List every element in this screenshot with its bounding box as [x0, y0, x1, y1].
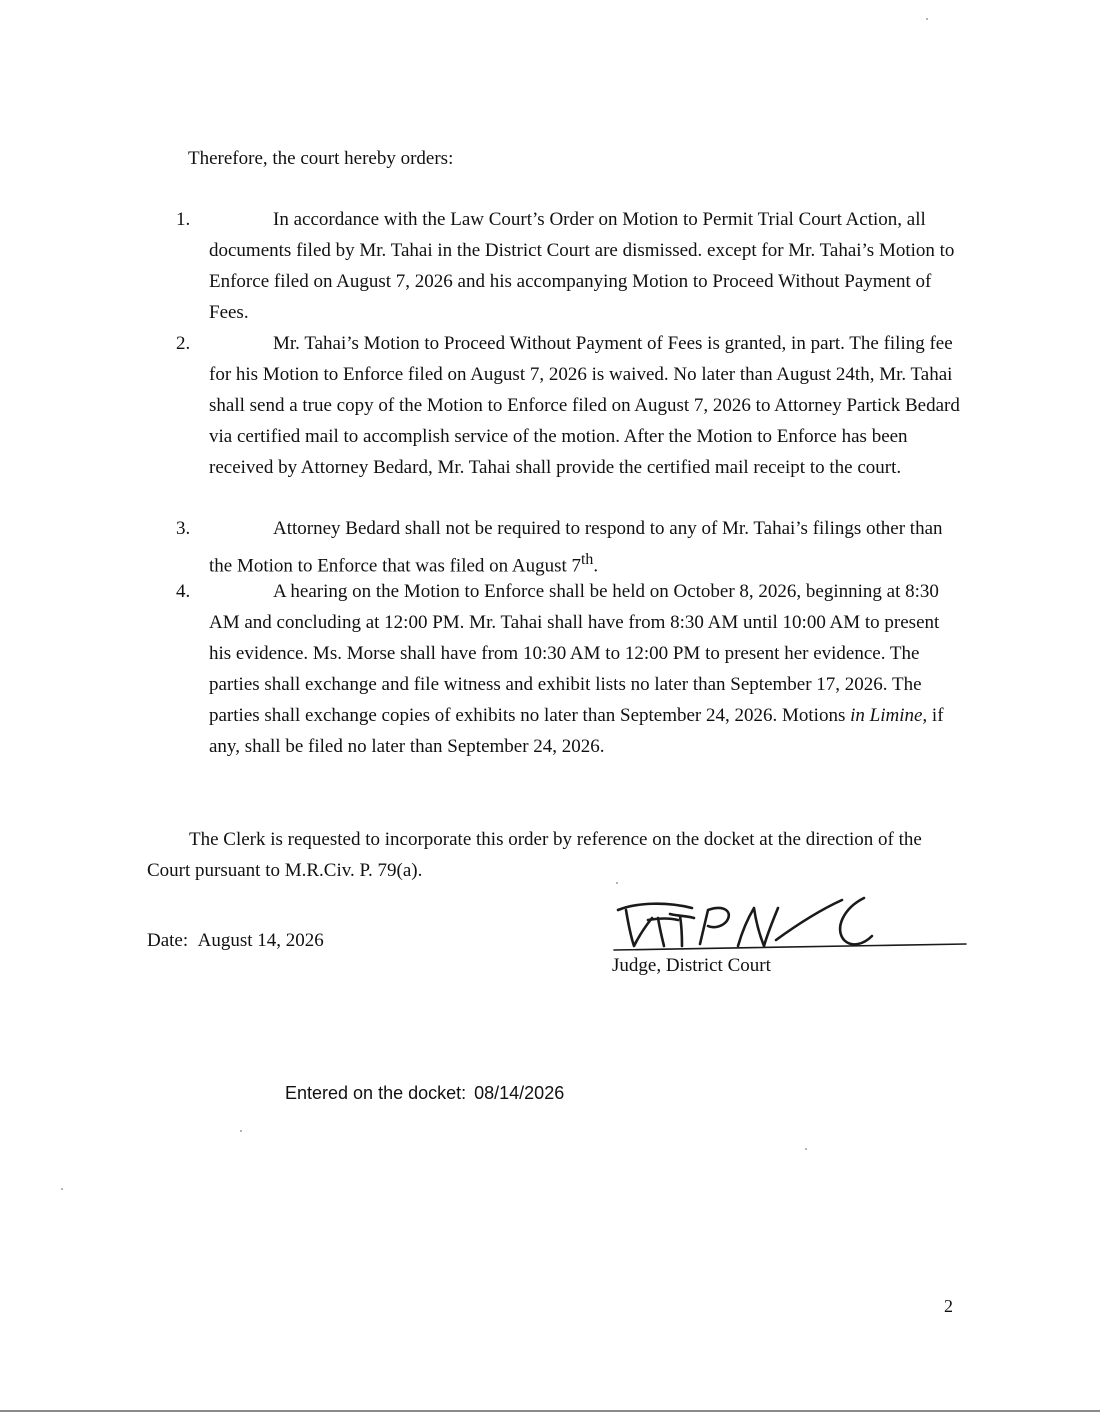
ordinal-superscript: th — [581, 551, 594, 568]
docket-entry — [285, 1081, 564, 1105]
order-date — [147, 928, 324, 954]
page-number: 2 — [944, 1296, 953, 1316]
scan-speck — [240, 1130, 242, 1132]
date-value: August 14, 2026 — [197, 930, 324, 951]
docket-label: Entered on the docket: — [285, 1083, 467, 1103]
order-item-text: Attorney Bedard shall not be required to respond to any of Mr. Tahai’s filings other than the Motion to Enforce that was filed on August 7th. — [209, 518, 943, 577]
order-item-number: 1. — [176, 209, 191, 230]
date-label: Date: — [147, 930, 189, 951]
order-item-number: 3. — [176, 518, 191, 539]
order-item-text: Mr. Tahai’s Motion to Proceed Without Payment of Fees is granted, in part. The filing fee for his Motion to Enforce filed on August 7, 2026 is waived. No later than August 24th, Mr. Tahai shall send a true copy of the Motion to Enforce filed on August 7, 2026 to Attorney Partick Bedard via certified mail to accomplish service of the motion. After the Motion to Enforce has been received by Attorney Bedard, Mr. Tahai shall provide the certified mail receipt to the court. — [209, 333, 960, 478]
judge-title: Judge, District Court — [612, 955, 771, 976]
italic-term: in Limine, — [850, 705, 928, 726]
order-item-number: 2. — [176, 333, 191, 354]
scan-edge-rule — [0, 1410, 1100, 1412]
clerk-note: The Clerk is requested to incorporate this order by reference on the docket at the direction of the Court pursuant to M.R.Civ. P. 79(a). — [147, 829, 922, 881]
order-item-text: In accordance with the Law Court’s Order on Motion to Permit Trial Court Action, all documents filed by Mr. Tahai in the District Court are dismissed. except for Mr. Tahai’s Motion to Enforce filed on August 7, 2026 and his accompanying Motion to Proceed Without Payment of Fees. — [209, 209, 955, 323]
scan-speck — [616, 882, 618, 884]
docket-date: 08/14/2026 — [474, 1083, 565, 1103]
scan-speck — [61, 1188, 63, 1190]
order-item-number: 4. — [176, 581, 191, 602]
scan-speck — [805, 1148, 807, 1150]
scan-speck — [926, 18, 928, 20]
order-intro: Therefore, the court hereby orders: — [188, 148, 454, 169]
handwritten-signature-icon — [608, 888, 970, 960]
order-item-text: A hearing on the Motion to Enforce shall be held on October 8, 2026, beginning at 8:30 AM and concluding at 12:00 PM. Mr. Tahai shall have from 8:30 AM until 10:00 AM to present his evidence. Ms. Morse shall have from 10:30 AM to 12:00 PM to present her evidence. The parties shall exchange and file witness and exhibit lists no later than September 17, 2026. The parties shall exchange copies of exhibits no later than September 24, 2026. Motions in Limine, if any, shall be filed no later than September 24, 2026. — [209, 581, 944, 757]
